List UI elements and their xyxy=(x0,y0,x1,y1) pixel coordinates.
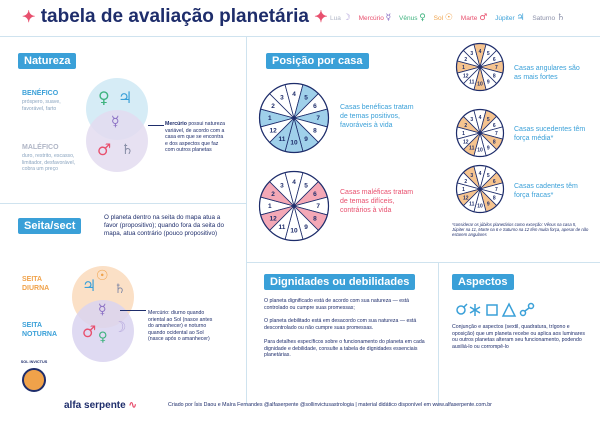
mars-icon: ♂ xyxy=(82,322,97,341)
house-number: 11 xyxy=(278,224,286,232)
seita-noturna-label: SEITA NOTURNA xyxy=(22,322,57,338)
house-number: 10 xyxy=(477,81,483,88)
malefic-houses-wheel xyxy=(258,170,330,242)
house-number: 12 xyxy=(462,139,469,146)
house-number: 2 xyxy=(464,56,468,63)
house-number: 7 xyxy=(316,115,320,123)
mars-icon: ♂ xyxy=(479,13,488,23)
house-number: 6 xyxy=(313,191,317,199)
title-text: tabela de avaliação planetária xyxy=(40,6,309,27)
jupiter-icon: ♃ xyxy=(516,13,525,23)
house-number: 7 xyxy=(495,65,498,72)
brand-logo xyxy=(64,400,137,411)
posicao-footnote: *considerar os júbilos planetários como exceção: Vênus na casa 5, Júpiter na 11, Marte na 6 e Saturno na 12 têm muita força, apesar de não estarem angulares xyxy=(452,222,589,238)
angulares-text: Casas angulares são as mais fortes xyxy=(514,65,580,81)
divider xyxy=(0,203,246,204)
house-number: 7 xyxy=(495,187,498,194)
mercury-icon: ☿ xyxy=(111,114,120,130)
house-number: 2 xyxy=(464,178,468,185)
seita-diurna-label: SEITA DIURNA xyxy=(22,276,50,292)
dignidades-heading: Dignidades ou debilidades xyxy=(264,274,415,290)
succedent-houses-wheel xyxy=(455,108,505,158)
house-number: 8 xyxy=(492,73,496,80)
legend xyxy=(330,13,565,23)
house-number: 1 xyxy=(268,203,272,211)
seita-heading: Seita/sect xyxy=(18,218,81,234)
sun-icon: ☉ xyxy=(96,268,109,284)
sun-icon: ☉ xyxy=(444,13,453,23)
page-title xyxy=(22,6,328,28)
mercurio-desc: possui natureza variável, de acordo com a casa em que se encontra e dos aspectos que faz com outros planetas xyxy=(165,121,225,154)
divider xyxy=(246,36,247,406)
badge-label: SOL INVICTUS xyxy=(20,360,48,364)
house-number: 9 xyxy=(304,136,308,144)
moon-icon: ☽ xyxy=(113,318,127,336)
house-number: 4 xyxy=(478,114,482,121)
house-number: 11 xyxy=(469,79,475,86)
benefico-label: BENÉFICO xyxy=(22,90,59,97)
house-number: 1 xyxy=(462,187,465,194)
house-number: 3 xyxy=(470,116,474,123)
star-icon: ✦ xyxy=(22,9,36,26)
jupiter-icon: ♃ xyxy=(118,88,133,107)
brand-text: alfa serpente xyxy=(64,400,126,411)
malefico-desc: duro, restrito, escasso, limitador, desfavorável, cobra um preço xyxy=(22,153,76,173)
conjunction-icon xyxy=(457,304,467,314)
natureza-heading: Natureza xyxy=(18,53,76,69)
malefico-label: MALÉFICO xyxy=(22,144,59,151)
cadentes-text: Casas cadentes têm força fracas* xyxy=(514,183,578,199)
square-icon xyxy=(487,305,497,315)
venus-icon: ♀ xyxy=(419,13,426,23)
seita-intro: O planeta dentro na seita do mapa atua a favor (propositivo); quando fora da seita do mapa, atua contrário (pouco propositivo) xyxy=(104,214,225,238)
house-number: 10 xyxy=(477,203,483,210)
posicao-heading: Posição por casa xyxy=(266,53,369,69)
aspect-symbols xyxy=(454,302,564,318)
house-number: 6 xyxy=(492,122,496,129)
sucedentes-text: Casas sucedentes têm força média* xyxy=(514,126,586,142)
cadent-houses-wheel xyxy=(455,164,505,214)
dignidades-p2: O planeta debilitado está em desacordo com sua natureza — está descontrolado ou não cumpre suas promessas. xyxy=(264,318,417,331)
house-number: 1 xyxy=(268,115,272,123)
house-number: 6 xyxy=(492,178,496,185)
legend-marte: Marte xyxy=(460,15,478,22)
house-number: 9 xyxy=(486,79,490,86)
house-number: 6 xyxy=(313,103,317,111)
house-number: 5 xyxy=(486,172,490,179)
mercurio-name: Mercúrio xyxy=(165,121,187,127)
mercury-icon: ☿ xyxy=(98,302,107,318)
house-number: 5 xyxy=(304,94,308,102)
house-number: 11 xyxy=(469,145,475,152)
house-number: 6 xyxy=(492,56,496,63)
venus-icon: ♀ xyxy=(98,330,108,345)
saturn-icon: ♄ xyxy=(114,282,126,297)
house-number: 11 xyxy=(469,201,475,208)
house-number: 11 xyxy=(278,136,286,144)
house-number: 9 xyxy=(304,224,308,232)
house-number: 2 xyxy=(271,103,275,111)
house-number: 10 xyxy=(290,139,298,147)
benefico-desc: próspero, suave, favorável, farto xyxy=(22,99,61,112)
footer-credits: Criado por Ísis Daou e Maíra Fernandes @alfaserpente @sollinvictusastrologia | material didático disponível em www.alfaserpente.com.br xyxy=(168,402,492,408)
maleficas-text: Casas maléficas tratam de temas difíceis, contrários à vida xyxy=(340,189,414,214)
saturn-icon: ♄ xyxy=(556,13,565,23)
connector-line xyxy=(148,125,164,126)
house-number: 4 xyxy=(292,91,296,99)
benefic-houses-wheel xyxy=(258,82,330,154)
house-number: 12 xyxy=(462,73,469,80)
house-number: 2 xyxy=(464,122,468,129)
connector-line xyxy=(120,310,146,311)
star-icon: ✦ xyxy=(314,9,328,26)
house-number: 12 xyxy=(269,215,277,223)
beneficas-text: Casas benéficas tratam de temas positivos, favoráveis à vida xyxy=(340,104,414,129)
legend-lua: Lua xyxy=(330,15,341,22)
house-number: 8 xyxy=(313,127,317,135)
serpent-icon: ∿ xyxy=(128,400,137,411)
venus-icon: ♀ xyxy=(98,88,110,107)
house-number: 8 xyxy=(492,139,496,146)
house-number: 12 xyxy=(269,127,277,135)
house-number: 5 xyxy=(304,182,308,190)
divider xyxy=(438,262,439,406)
divider xyxy=(0,36,600,37)
house-number: 9 xyxy=(486,201,490,208)
house-number: 7 xyxy=(495,131,498,138)
trine-icon xyxy=(503,304,515,316)
mercurio-note xyxy=(165,121,227,154)
house-number: 12 xyxy=(462,195,469,202)
dignidades-p3: Para detalhes específicos sobre o funcionamento do planeta em cada dignidade e debilidade, consulte a tabela de dignidades essenciais planetárias. xyxy=(264,339,425,359)
mercury-icon: ☿ xyxy=(385,13,392,23)
legend-jupiter: Júpiter xyxy=(495,15,515,22)
house-number: 10 xyxy=(477,147,483,154)
sextile-icon xyxy=(470,304,480,316)
house-number: 1 xyxy=(462,65,465,72)
aspectos-heading: Aspectos xyxy=(452,274,514,290)
house-number: 10 xyxy=(290,227,298,235)
house-number: 9 xyxy=(486,145,490,152)
legend-saturno: Saturno xyxy=(532,15,556,22)
angular-houses-wheel xyxy=(455,42,505,92)
house-number: 1 xyxy=(462,131,465,138)
house-number: 4 xyxy=(292,179,296,187)
house-number: 3 xyxy=(470,50,474,57)
house-number: 5 xyxy=(486,50,490,57)
house-number: 3 xyxy=(280,182,284,190)
legend-sol: Sol xyxy=(433,15,444,22)
house-number: 7 xyxy=(316,203,320,211)
legend-venus: Vênus xyxy=(399,15,418,22)
aspectos-text: Conjunção e aspectos (sextil, quadratura, trígono e oposição) que um planeta recebe ou aplica aos luminares ou outros planetas alteram seu funcionamento, podendo auxiliá-lo ou corrompê-lo xyxy=(452,324,585,350)
house-number: 2 xyxy=(271,191,275,199)
house-number: 8 xyxy=(313,215,317,223)
jupiter-icon: ♃ xyxy=(82,276,97,295)
moon-icon: ☽ xyxy=(342,13,351,23)
legend-mercurio: Mercúrio xyxy=(358,15,384,22)
seita-mercurio-note: Mercúrio: diurno quando oriental ao Sol (nasce antes do amanhecer) e noturno quando ocidental ao Sol (nasce após o amanhecer) xyxy=(148,310,213,343)
house-number: 8 xyxy=(492,195,496,202)
dignidades-p1: O planeta dignificado está de acordo com sua natureza — está controlado ou cumpre suas promessas; xyxy=(264,298,410,311)
house-number: 4 xyxy=(478,48,482,55)
sol-invictus-badge xyxy=(22,368,46,392)
mars-icon: ♂ xyxy=(97,140,112,159)
divider xyxy=(246,262,600,263)
house-number: 3 xyxy=(280,94,284,102)
house-number: 4 xyxy=(478,170,482,177)
house-number: 3 xyxy=(470,172,474,179)
saturn-icon: ♄ xyxy=(121,142,134,158)
house-number: 5 xyxy=(486,116,490,123)
opposition-icon xyxy=(521,304,534,316)
